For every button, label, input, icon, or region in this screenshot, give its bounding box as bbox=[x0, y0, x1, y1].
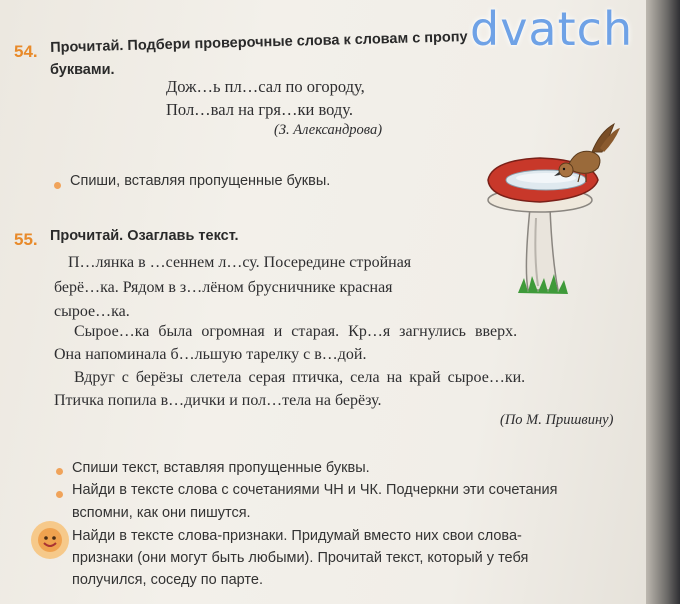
text-author: (По М. Пришвину) bbox=[500, 412, 614, 428]
text-line: Вдруг с берёзы слетела серая птичка, села на край сырое…ки. bbox=[74, 369, 526, 386]
mushroom-bird-illustration bbox=[480, 118, 630, 303]
exercise-55-number: 55. bbox=[14, 230, 38, 249]
poem-author: (З. Александрова) bbox=[274, 122, 383, 138]
exercise-55-task-cont: признаки (они могут быть любыми). Прочитай текст, который у тебя bbox=[72, 550, 529, 566]
text-line: Она напоминала б…льшую тарелку с в…дой. bbox=[54, 346, 367, 363]
poem-line: Дож…ь пл…сал по огороду, bbox=[166, 77, 365, 96]
bullet-icon bbox=[54, 182, 61, 189]
exercise-54-number: 54. bbox=[14, 42, 38, 61]
bullet-icon bbox=[56, 468, 63, 475]
exercise-54-heading: Прочитай. Подбери проверочные слова к словам с пропу bbox=[50, 29, 468, 56]
exercise-54-task: Спиши, вставляя пропущенные буквы. bbox=[70, 173, 331, 189]
exercise-55-task: Спиши текст, вставляя пропущенные буквы. bbox=[72, 460, 370, 476]
text-line: Сырое…ка была огромная и старая. Кр…я загнулись вверх. bbox=[74, 323, 518, 340]
text-line: П…лянка в …сеннем л…су. Посередине стройная bbox=[68, 254, 412, 271]
exercise-55-task-cont: вспомни, как они пишутся. bbox=[72, 505, 251, 521]
bullet-icon bbox=[56, 491, 63, 498]
watermark-logo: dvatch bbox=[470, 2, 634, 56]
poem-line: Пол…вал на гря…ки воду. bbox=[166, 100, 354, 119]
text-line: Птичка попила в…дички и пол…тела на берёзу. bbox=[54, 392, 382, 409]
exercise-55-task-cont: получился, соседу по парте. bbox=[72, 572, 263, 588]
exercise-55-heading: Прочитай. Озаглавь текст. bbox=[50, 228, 239, 244]
text-line: берё…ка. Рядом в з…лёном брусничнике красная bbox=[54, 279, 393, 296]
text-line: сырое…ка. bbox=[54, 303, 130, 320]
sun-face-icon bbox=[30, 520, 70, 560]
exercise-55-task: Найди в тексте слова с сочетаниями ЧН и ЧК. Подчеркни эти сочетания bbox=[72, 482, 558, 498]
exercise-55-task: Найди в тексте слова-признаки. Придумай вместо них свои слова- bbox=[72, 528, 522, 544]
exercise-54-heading-cont: буквами. bbox=[50, 62, 115, 78]
page-edge bbox=[646, 0, 680, 604]
